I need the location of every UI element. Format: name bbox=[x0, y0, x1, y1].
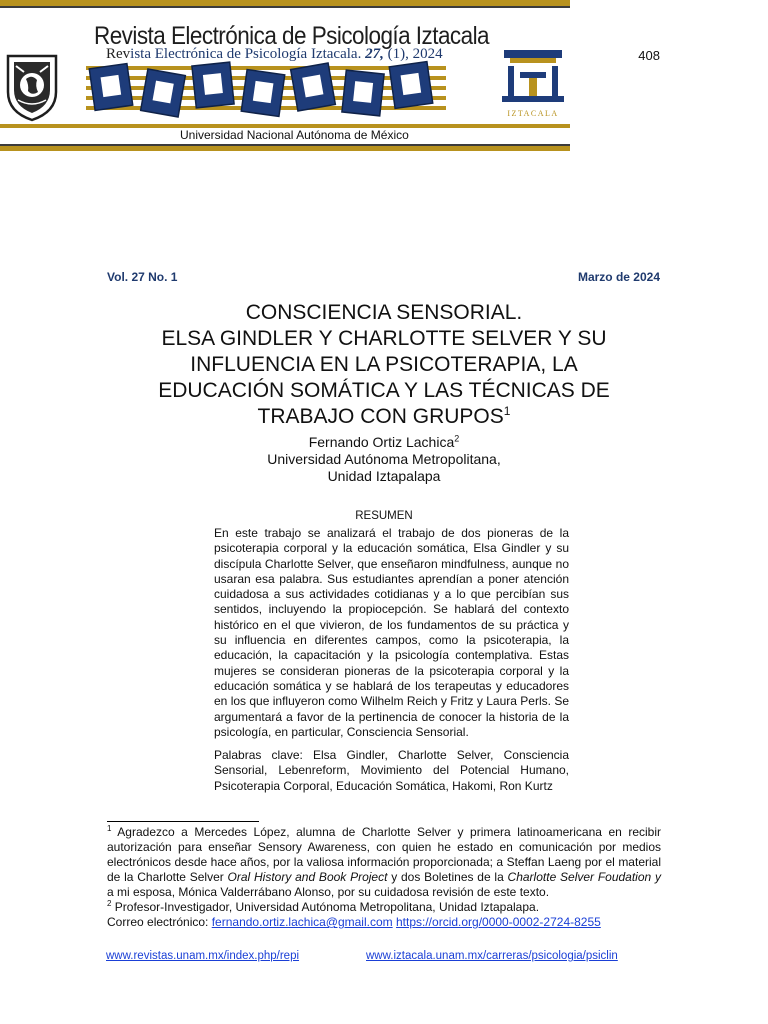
author-name: Fernando Ortiz Lachica$^2$ bbox=[308, 433, 460, 450]
author-footnote-mark: 2 bbox=[454, 433, 460, 444]
iztacala-logo-icon bbox=[496, 46, 570, 124]
email-link[interactable]: fernando.ortiz.lachica@gmail.com bbox=[211, 915, 393, 929]
issue-volume: Vol. 27 No. 1 bbox=[107, 270, 178, 284]
banner-letter-tiles bbox=[86, 60, 446, 124]
orcid-link[interactable]: https://orcid.org/0000-0002-2724-8255 bbox=[396, 915, 601, 929]
running-head: Revista Electrónica de Psicología Iztacala. 27, (1), 2024 bbox=[106, 46, 443, 62]
banner-bottom-gold-bar bbox=[0, 146, 570, 151]
footer-iztacala-link[interactable]: www.iztacala.unam.mx/carreras/psicologia/psiclin bbox=[366, 950, 618, 962]
issue-date: Marzo de 2024 bbox=[577, 270, 660, 284]
iztacala-label: IZTACALA bbox=[507, 109, 559, 118]
abstract-heading: RESUMEN bbox=[355, 510, 413, 522]
title-line: EDUCACIÓN SOMÁTICA Y LAS TÉCNICAS DE bbox=[158, 379, 610, 402]
title-line: INFLUENCIA EN LA PSICOTERAPIA, LA bbox=[190, 353, 578, 376]
footnotes bbox=[107, 825, 661, 930]
article-title bbox=[100, 300, 668, 430]
title-footnote-mark: 1 bbox=[503, 404, 511, 418]
page-number: 408 bbox=[638, 48, 660, 63]
banner-title: Revista Electrónica de Psicología Iztacala bbox=[94, 22, 490, 50]
author-block bbox=[100, 434, 668, 485]
footnote-divider bbox=[107, 821, 259, 822]
abstract-text: En este trabajo se analizará el trabajo de dos pioneras de la psicoterapia corporal y la educación somática, Elsa Gindler y su discípula Charlotte Selver, que enseñaron mindfulness, aunque no usaran esa palabra. Sus estudiantes aprendían a poner atención cuidadosa a sus actividades cotidianas y a lo que percibían sus sentidos, incluyendo la propiocepción. Se hablará del contexto histórico en el que vivieron, de los fundamentos de su práctica y su influencia en diferentes campos, como la psicoterapia, la educación, la capacitación y la psicología contemplativa. Estas mujeres se consideran pioneras de la psicoterapia corporal y la educación somática y se hablará de los terapeutas y educadores en los que influyeron como Wilhelm Reich y Fritz y Laura Perls. Se argumentará a favor de la pertinencia de conocer la historia de la psicología, en particular, Consciencia Sensorial. bbox=[214, 526, 569, 739]
title-line: CONSCIENCIA SENSORIAL. bbox=[245, 301, 523, 324]
journal-banner bbox=[0, 0, 570, 152]
footnote-contact: Correo electrónico: fernando.ortiz.lachica@gmail.com https://orcid.org/0000-0002-2724-8255 bbox=[107, 915, 601, 929]
keywords: Palabras clave: Elsa Gindler, Charlotte Selver, Consciencia Sensorial, Lebenreform, Movimiento del Potencial Humano, Psicoterapia Corporal, Educación Somática, Hakomi, Ron Kurtz bbox=[214, 748, 569, 793]
footnote-1: $^1$ Agradezco a Mercedes López, alumna de Charlotte Selver y primera latinoamericana en recibir autorización para enseñar Sensory Awareness, con quien he estado en comunicación por medios electrónicos desde hace años, por la valiosa información proporcionada; a Steffan Laeng por el material de la Charlotte Selver Oral History and Book Project y dos Boletines de la Charlotte Selver Foudation y a mi esposa, Mónica Valderrábano Alonso, por su cuidadosa revisión de este texto. bbox=[107, 824, 661, 899]
affiliation: Universidad Autónoma Metropolitana, bbox=[267, 451, 501, 467]
title-line-last: TRABAJO CON GRUPOS$^1$ bbox=[257, 404, 511, 428]
banner-top-dark-bar bbox=[0, 6, 570, 8]
unam-seal-icon bbox=[2, 52, 62, 122]
title-line: ELSA GINDLER Y CHARLOTTE SELVER Y SU bbox=[161, 327, 607, 350]
banner-university: Universidad Nacional Autónoma de México bbox=[180, 128, 409, 142]
footnote-2: $^2$ Profesor-Investigador, Universidad Autónoma Metropolitana, Unidad Iztapalapa. bbox=[107, 899, 540, 914]
footer-repi-link[interactable]: www.revistas.unam.mx/index.php/repi bbox=[106, 950, 300, 962]
affiliation-unit: Unidad Iztapalapa bbox=[327, 468, 441, 484]
